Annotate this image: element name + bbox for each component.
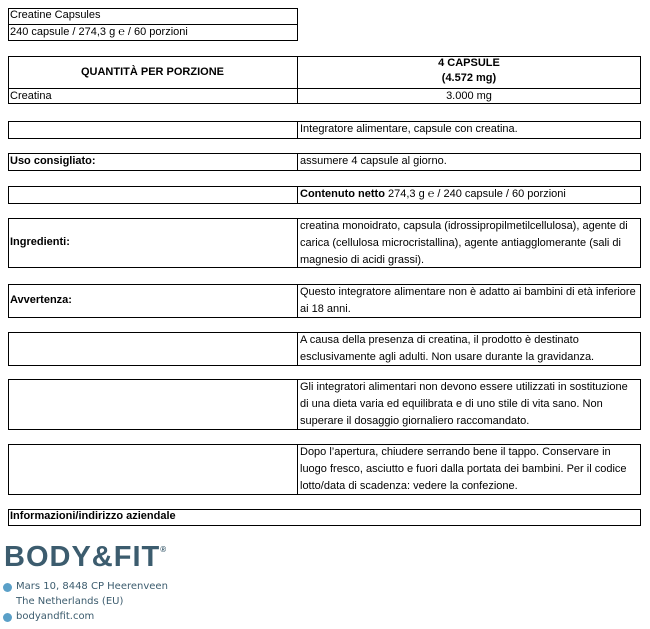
divider <box>297 218 298 268</box>
storage-note-text: Dopo l’apertura, chiudere serrando bene il tappo. Conservare in luogo fresco, asciutto e fuori dalla portata dei bambini. Per il codice lotto/data di scadenza: vedere la confezione. <box>300 446 627 492</box>
divider <box>297 379 298 430</box>
brand-logo-text: BODY&FIT <box>4 541 161 573</box>
net-content-text: 274,3 g ℮ / 240 capsule / 60 porzioni <box>384 188 566 200</box>
nutrient-value: 3.000 mg <box>446 90 492 102</box>
net-content <box>300 186 566 203</box>
serving-size: 4 CAPSULE <box>438 57 500 69</box>
company-info-label: Informazioni/indirizzo aziendale <box>10 510 176 522</box>
registered-mark: ® <box>160 545 168 554</box>
warning-text: Questo integratore alimentare non è adatto ai bambini di età inferiore ai 18 anni. <box>300 286 636 315</box>
net-content-label: Contenuto netto <box>300 188 385 200</box>
divider <box>297 332 298 366</box>
serving-weight: (4.572 mg) <box>441 72 497 84</box>
product-contents: 240 capsule / 274,3 g ℮ / 60 porzioni <box>10 26 188 38</box>
divider <box>297 153 298 171</box>
nutrient-name: Creatina <box>10 90 52 102</box>
divider <box>297 284 298 318</box>
nutrition-header-label: QUANTITÀ PER PORZIONE <box>80 66 224 78</box>
ingredients-text: creatina monoidrato, capsula (idrossipropilmetilcellulosa), agente di carica (cellulosa microcristallina), agente antiagglomerante (sali di magnesio di acidi grassi). <box>300 220 628 266</box>
website-link[interactable]: bodyandfit.com <box>16 611 95 622</box>
product-name: Creatine Capsules <box>10 9 101 21</box>
divider <box>297 121 298 139</box>
usage-label: Uso consigliato: <box>10 155 96 167</box>
supplement-note-text: Gli integratori alimentari non devono essere utilizzati in sostituzione di una dieta varia ed equilibrata e di uno stile di vita sano. Non superare il dosaggio giornaliero raccomandato. <box>300 381 628 427</box>
creatine-note-text: A causa della presenza di creatina, il prodotto è destinato esclusivamente agli adulti. Non usare durante la gravidanza. <box>300 334 595 363</box>
location-pin-icon <box>3 583 12 592</box>
globe-icon <box>3 613 12 622</box>
description-text: Integratore alimentare, capsule con creatina. <box>300 123 518 135</box>
ingredients-label: Ingredienti: <box>10 236 70 248</box>
warning-label: Avvertenza: <box>10 294 72 306</box>
brand-logo <box>4 541 167 574</box>
usage-text: assumere 4 capsule al giorno. <box>300 155 447 167</box>
address-line-1: Mars 10, 8448 CP Heerenveen <box>16 581 168 592</box>
divider <box>297 186 298 204</box>
divider <box>297 444 298 495</box>
address-line-2: The Netherlands (EU) <box>16 596 124 607</box>
